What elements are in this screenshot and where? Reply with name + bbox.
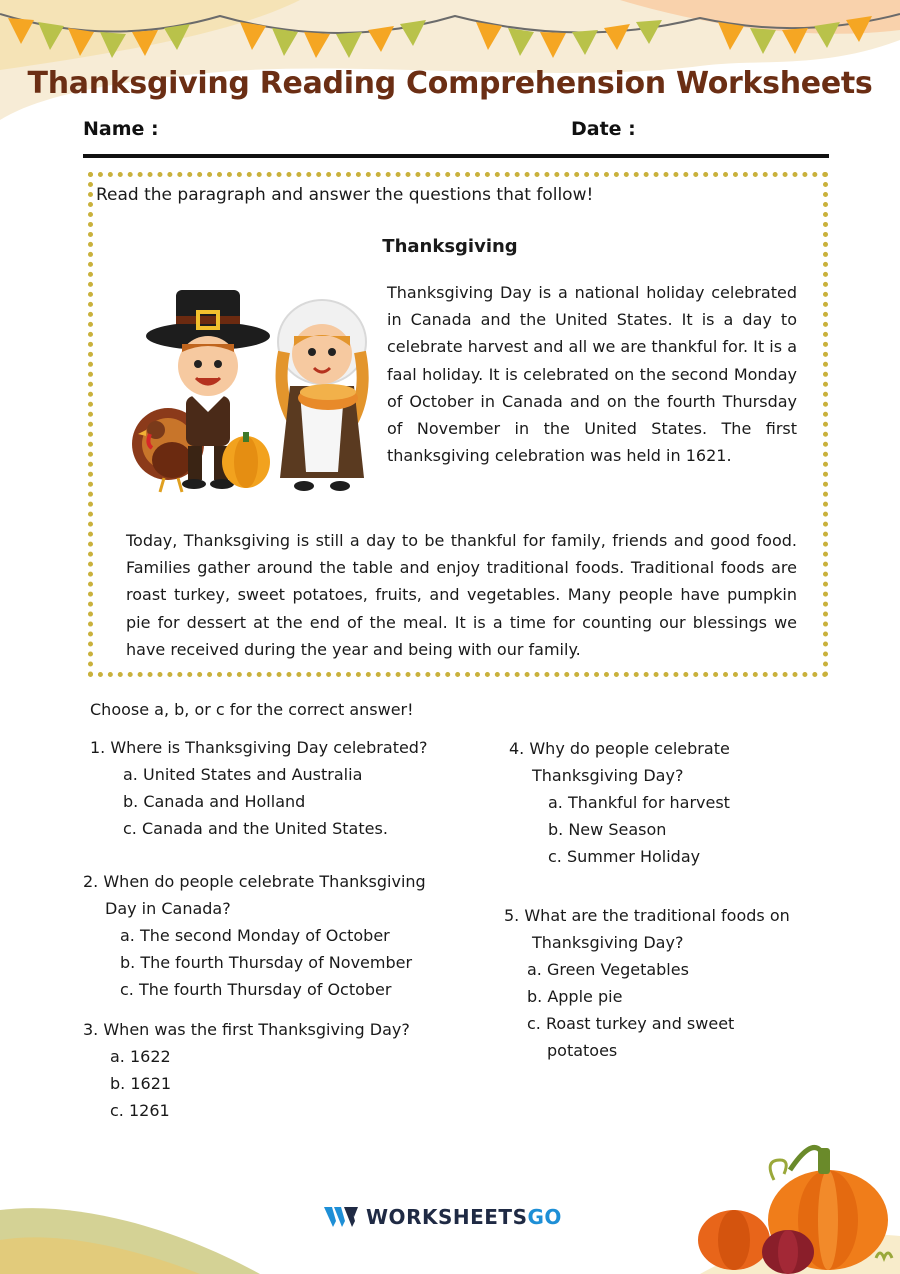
answer-option: b. Canada and Holland xyxy=(123,792,306,811)
question-text: 4. Why do people celebrate xyxy=(509,739,730,758)
answer-option: c. Summer Holiday xyxy=(548,847,701,866)
question-text-continued: Day in Canada? xyxy=(105,899,231,918)
pilgrims-illustration xyxy=(128,282,380,497)
date-label: Date : xyxy=(571,118,636,140)
logo-text xyxy=(366,1205,562,1229)
answer-option: a. United States and Australia xyxy=(123,765,363,784)
answer-option-continued: potatoes xyxy=(547,1041,618,1060)
answer-option: a. The second Monday of October xyxy=(120,926,390,945)
passage-paragraph-1: Thanksgiving Day is a national holiday celebrated in Canada and the United States. It is a day to celebrate harvest and all we are thankful for. It is a faal holiday. It is celebrated on the second Monday of October in Canada and on the fourth Thursday of November in the United States. The first thanksgiving celebration was held in 1621. xyxy=(387,283,797,466)
passage-title: Thanksgiving xyxy=(382,236,518,257)
page-title: Thanksgiving Reading Comprehension Worksheets xyxy=(27,66,873,101)
answer-option: c. Canada and the United States. xyxy=(123,819,388,838)
logo-text-worksheets: WORKSHEETS xyxy=(366,1205,528,1229)
answer-option: a. Thankful for harvest xyxy=(548,793,730,812)
question-text-continued: Thanksgiving Day? xyxy=(532,933,684,952)
header-divider xyxy=(83,154,829,158)
answer-option: b. Apple pie xyxy=(527,987,623,1006)
girl-pilgrim-icon xyxy=(278,300,366,491)
question-text: 1. Where is Thanksgiving Day celebrated? xyxy=(90,738,428,757)
answer-option: a. 1622 xyxy=(110,1047,171,1066)
pumpkins-icon xyxy=(690,1140,900,1274)
answer-option: b. 1621 xyxy=(110,1074,172,1093)
question-text: 2. When do people celebrate Thanksgiving xyxy=(83,872,426,891)
answer-option: c. The fourth Thursday of October xyxy=(120,980,392,999)
worksheetsgo-logo xyxy=(324,1205,562,1229)
answer-option: b. New Season xyxy=(548,820,667,839)
question-text-continued: Thanksgiving Day? xyxy=(532,766,684,785)
question-text: 3. When was the first Thanksgiving Day? xyxy=(83,1020,410,1039)
answer-option: c. Roast turkey and sweet xyxy=(527,1014,735,1033)
logo-text-go: GO xyxy=(527,1205,562,1229)
answer-option: c. 1261 xyxy=(110,1101,170,1120)
quiz-instruction: Choose a, b, or c for the correct answer! xyxy=(90,700,414,719)
answer-option: b. The fourth Thursday of November xyxy=(120,953,413,972)
w-logo-icon xyxy=(324,1205,358,1229)
name-label: Name : xyxy=(83,118,159,140)
question-text: 5. What are the traditional foods on xyxy=(504,906,790,925)
passage-instruction: Read the paragraph and answer the questions that follow! xyxy=(96,185,594,205)
answer-option: a. Green Vegetables xyxy=(527,960,689,979)
passage-paragraph-2: Today, Thanksgiving is still a day to be thankful for family, friends and good food. Families gather around the table and enjoy traditional foods. Traditional foods are roast turkey, sweet potatoes, fruits, and vegetables. Many people have pumpkin pie for dessert at the end of the meal. It is a time for counting our blessings we have received during the year and being with our family. xyxy=(126,531,797,659)
